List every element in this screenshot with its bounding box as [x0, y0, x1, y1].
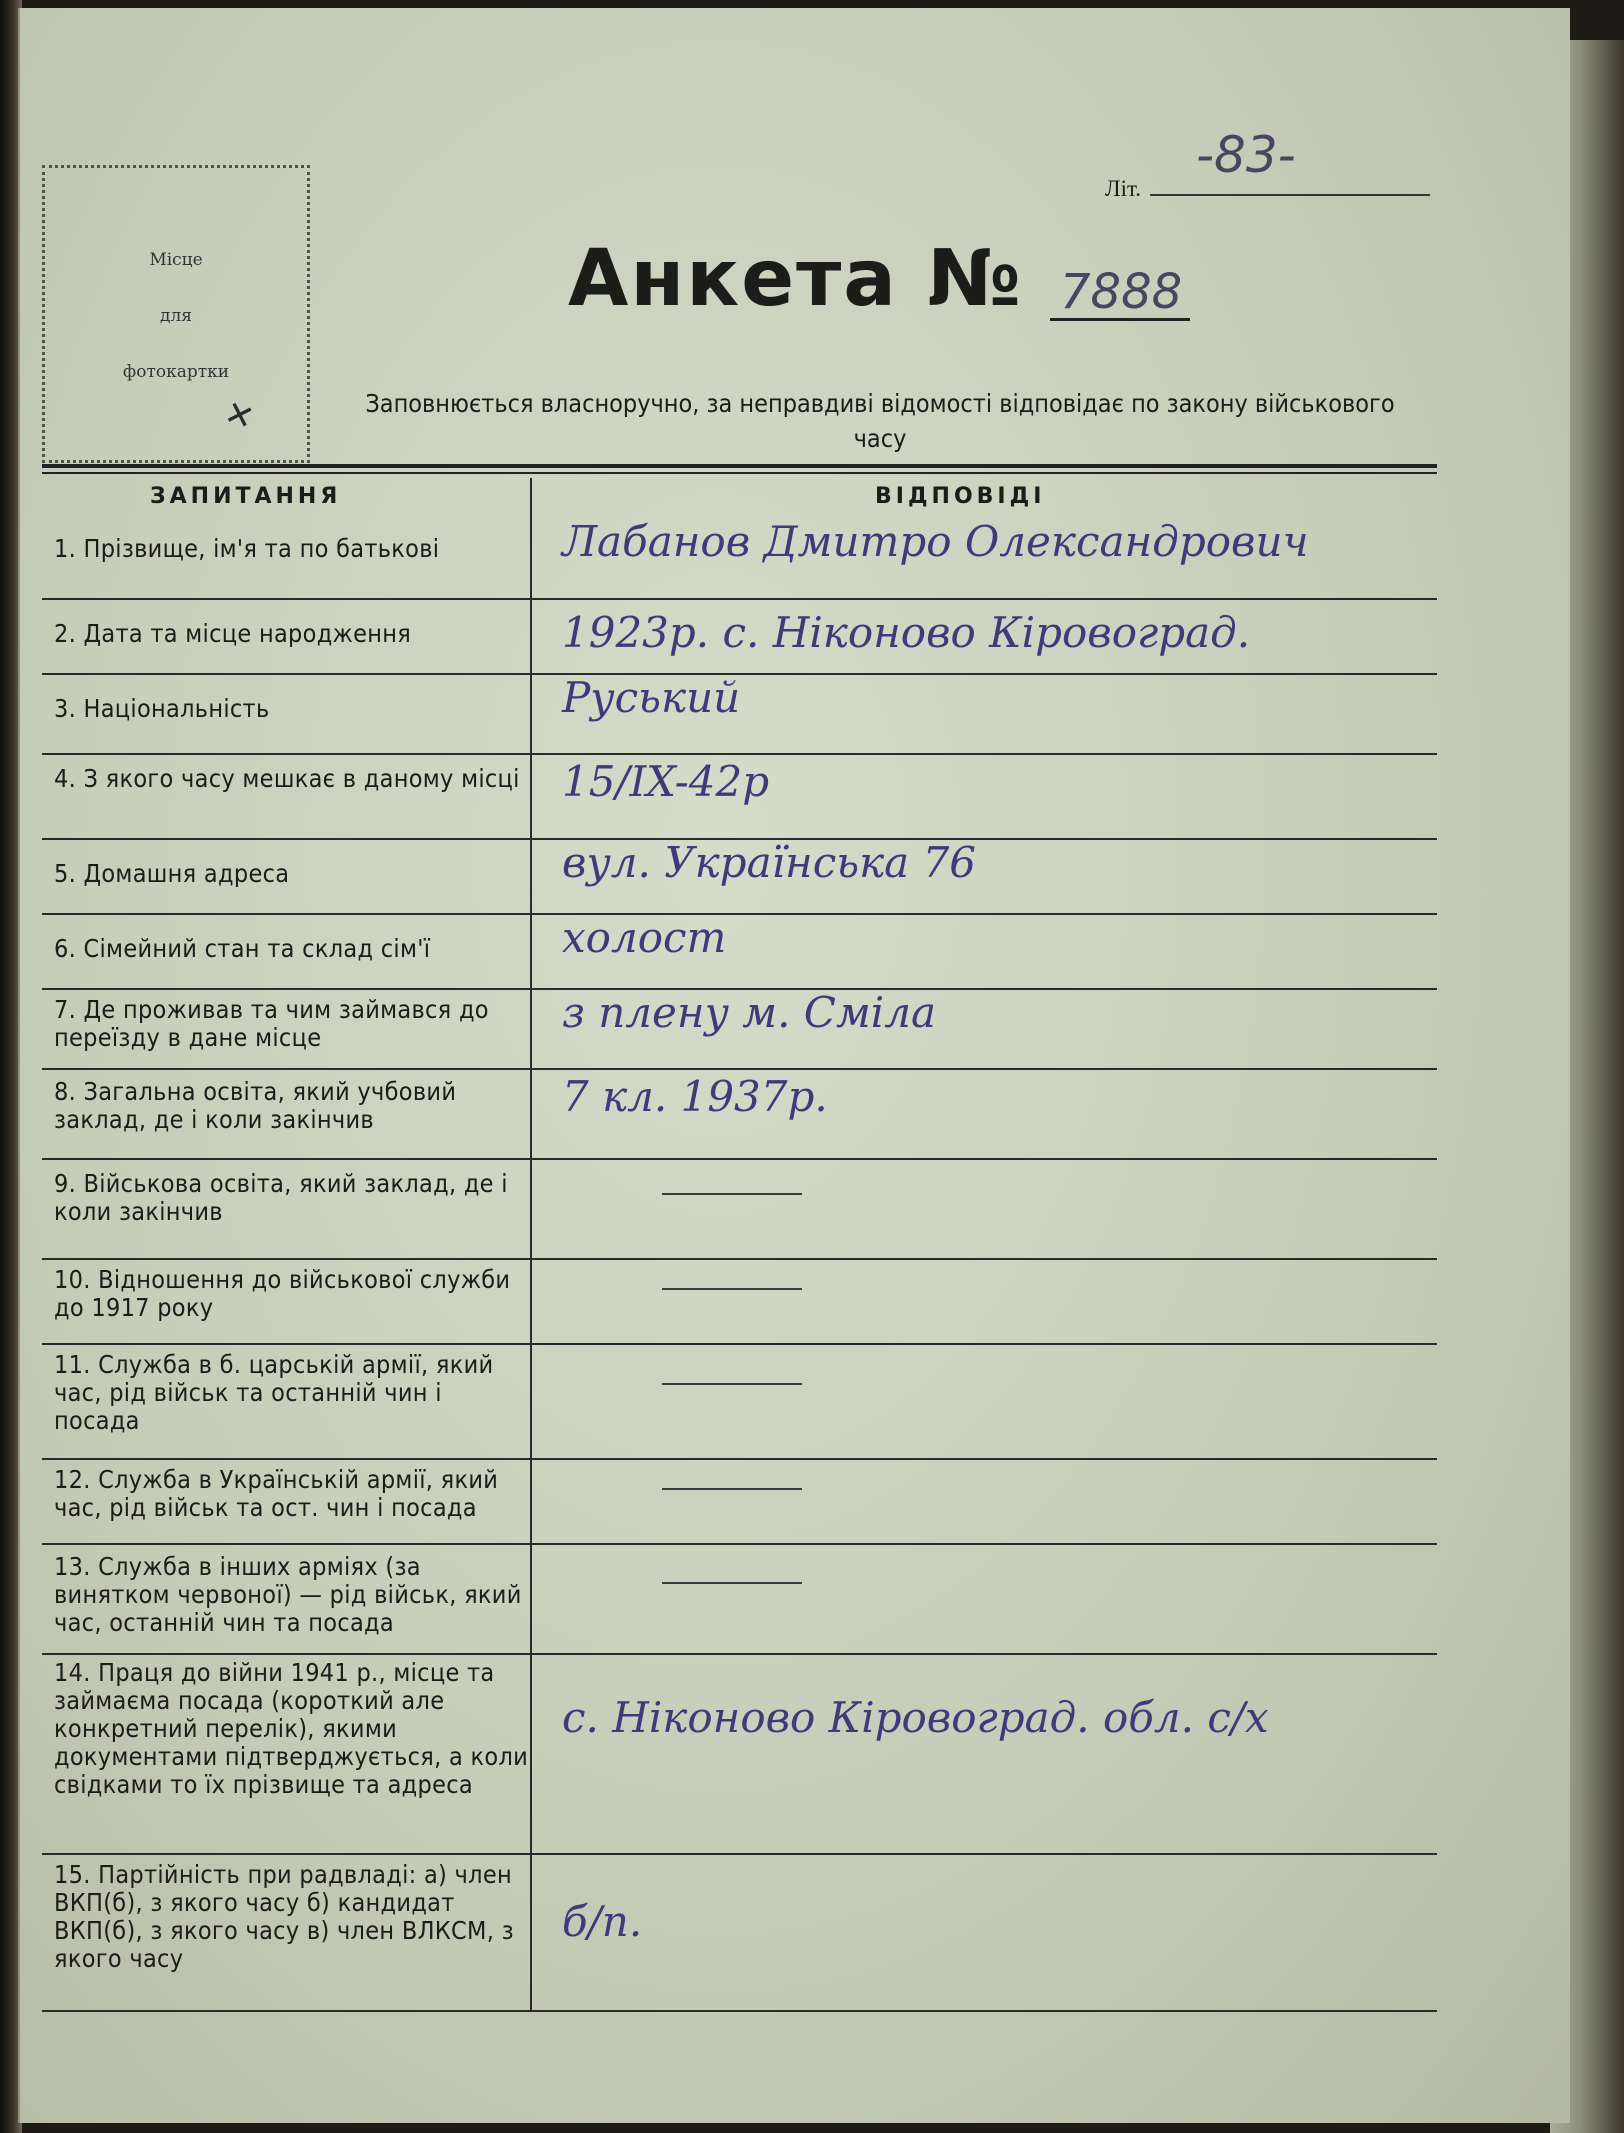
questionnaire-number: 7888: [1060, 264, 1183, 320]
lit-value: -83-: [1196, 126, 1296, 184]
photo-label-line2: для: [160, 306, 192, 326]
table-row: [42, 673, 1437, 755]
answer-text: холост: [562, 913, 727, 962]
answer-text: Лабанов Дмитро Олександрович: [562, 517, 1309, 566]
table-row: [42, 1343, 1437, 1460]
lit-underline: [1150, 194, 1430, 196]
page-subtitle: Заповнюється власноручно, за неправдиві відомості відповідає по закону військового часу: [365, 389, 1395, 453]
table-row: [42, 988, 1437, 1070]
empty-answer-dash: [662, 1383, 802, 1385]
table-row: [42, 1258, 1437, 1345]
question-text: 4. З якого часу мешкає в даному місці: [54, 764, 520, 793]
table-row: [42, 1653, 1437, 1855]
table-row: [42, 1543, 1437, 1655]
column-header-answers: ВІДПОВІДІ: [875, 484, 1046, 509]
page-title: Анкета №: [568, 234, 1023, 324]
question-text: 5. Домашня адреса: [54, 859, 290, 888]
question-text: 2. Дата та місце народження: [54, 619, 412, 648]
question-text: 11. Служба в б. царській армії, який час, рід військ та останній чин і посада: [54, 1350, 494, 1435]
question-text: 8. Загальна освіта, який учбовий заклад, де і коли закінчив: [54, 1077, 457, 1134]
lit-label: Літ.: [1105, 176, 1142, 201]
answer-text: 15/IX-42р: [562, 757, 770, 806]
answer-text: 1923р. с. Ніконово Кіровоград.: [562, 608, 1251, 657]
question-text: 13. Служба в інших арміях (за винятком червоної) — рід військ, який час, останній чин та посада: [54, 1552, 522, 1637]
empty-answer-dash: [662, 1582, 802, 1584]
question-text: 9. Військова освіта, який заклад, де і коли закінчив: [54, 1169, 508, 1226]
question-text: 7. Де проживав та чим займався до переїзду в дане місце: [54, 995, 489, 1052]
answer-text: вул. Українська 76: [562, 838, 977, 887]
top-rule-thin: [42, 472, 1437, 474]
question-text: 3. Національність: [54, 694, 270, 723]
table-row: [42, 838, 1437, 915]
empty-answer-dash: [662, 1488, 802, 1490]
table-row: [42, 513, 1437, 600]
answer-text: с. Ніконово Кіровоград. обл. с/х: [562, 1693, 1269, 1742]
table-row: [42, 1458, 1437, 1545]
answer-text: Руський: [562, 673, 741, 722]
answer-text: 7 кл. 1937р.: [562, 1072, 828, 1121]
photo-placeholder-box: [42, 165, 310, 463]
number-underline: [1050, 318, 1190, 321]
table-row: [42, 598, 1437, 675]
column-header-questions: ЗАПИТАННЯ: [150, 484, 342, 509]
empty-answer-dash: [662, 1193, 802, 1195]
photo-label-line1: Місце: [149, 250, 203, 270]
answer-text: б/п.: [562, 1897, 643, 1946]
questionnaire-page: [18, 8, 1570, 2123]
empty-answer-dash: [662, 1288, 802, 1290]
top-rule: [42, 464, 1437, 468]
question-text: 12. Служба в Українській армії, який час, рід військ та ост. чин і посада: [54, 1465, 499, 1522]
table-row: [42, 753, 1437, 840]
question-text: 14. Праця до війни 1941 р., місце та займаєма посада (короткий але конкретний перелік), якими документами підтверджується, а коли свідками то їх прізвище та адреса: [54, 1658, 529, 1799]
photo-label-line3: фотокартки: [122, 362, 230, 382]
table-row: [42, 1158, 1437, 1260]
table-row: [42, 1068, 1437, 1160]
question-text: 6. Сімейний стан та склад сім'ї: [54, 934, 431, 963]
answer-text: з плену м. Сміла: [562, 988, 936, 1037]
table-row: [42, 1853, 1437, 2012]
question-text: 1. Прізвище, ім'я та по батькові: [54, 534, 440, 563]
table-row: [42, 913, 1437, 990]
cross-mark-icon: ✕: [219, 394, 259, 439]
question-text: 10. Відношення до військової служби до 1917 року: [54, 1265, 511, 1322]
question-text: 15. Партійність при радвладі: а) член ВКП(б), з якого часу б) кандидат ВКП(б), з якого часу в) член ВЛКСМ, з якого часу: [54, 1860, 514, 1973]
